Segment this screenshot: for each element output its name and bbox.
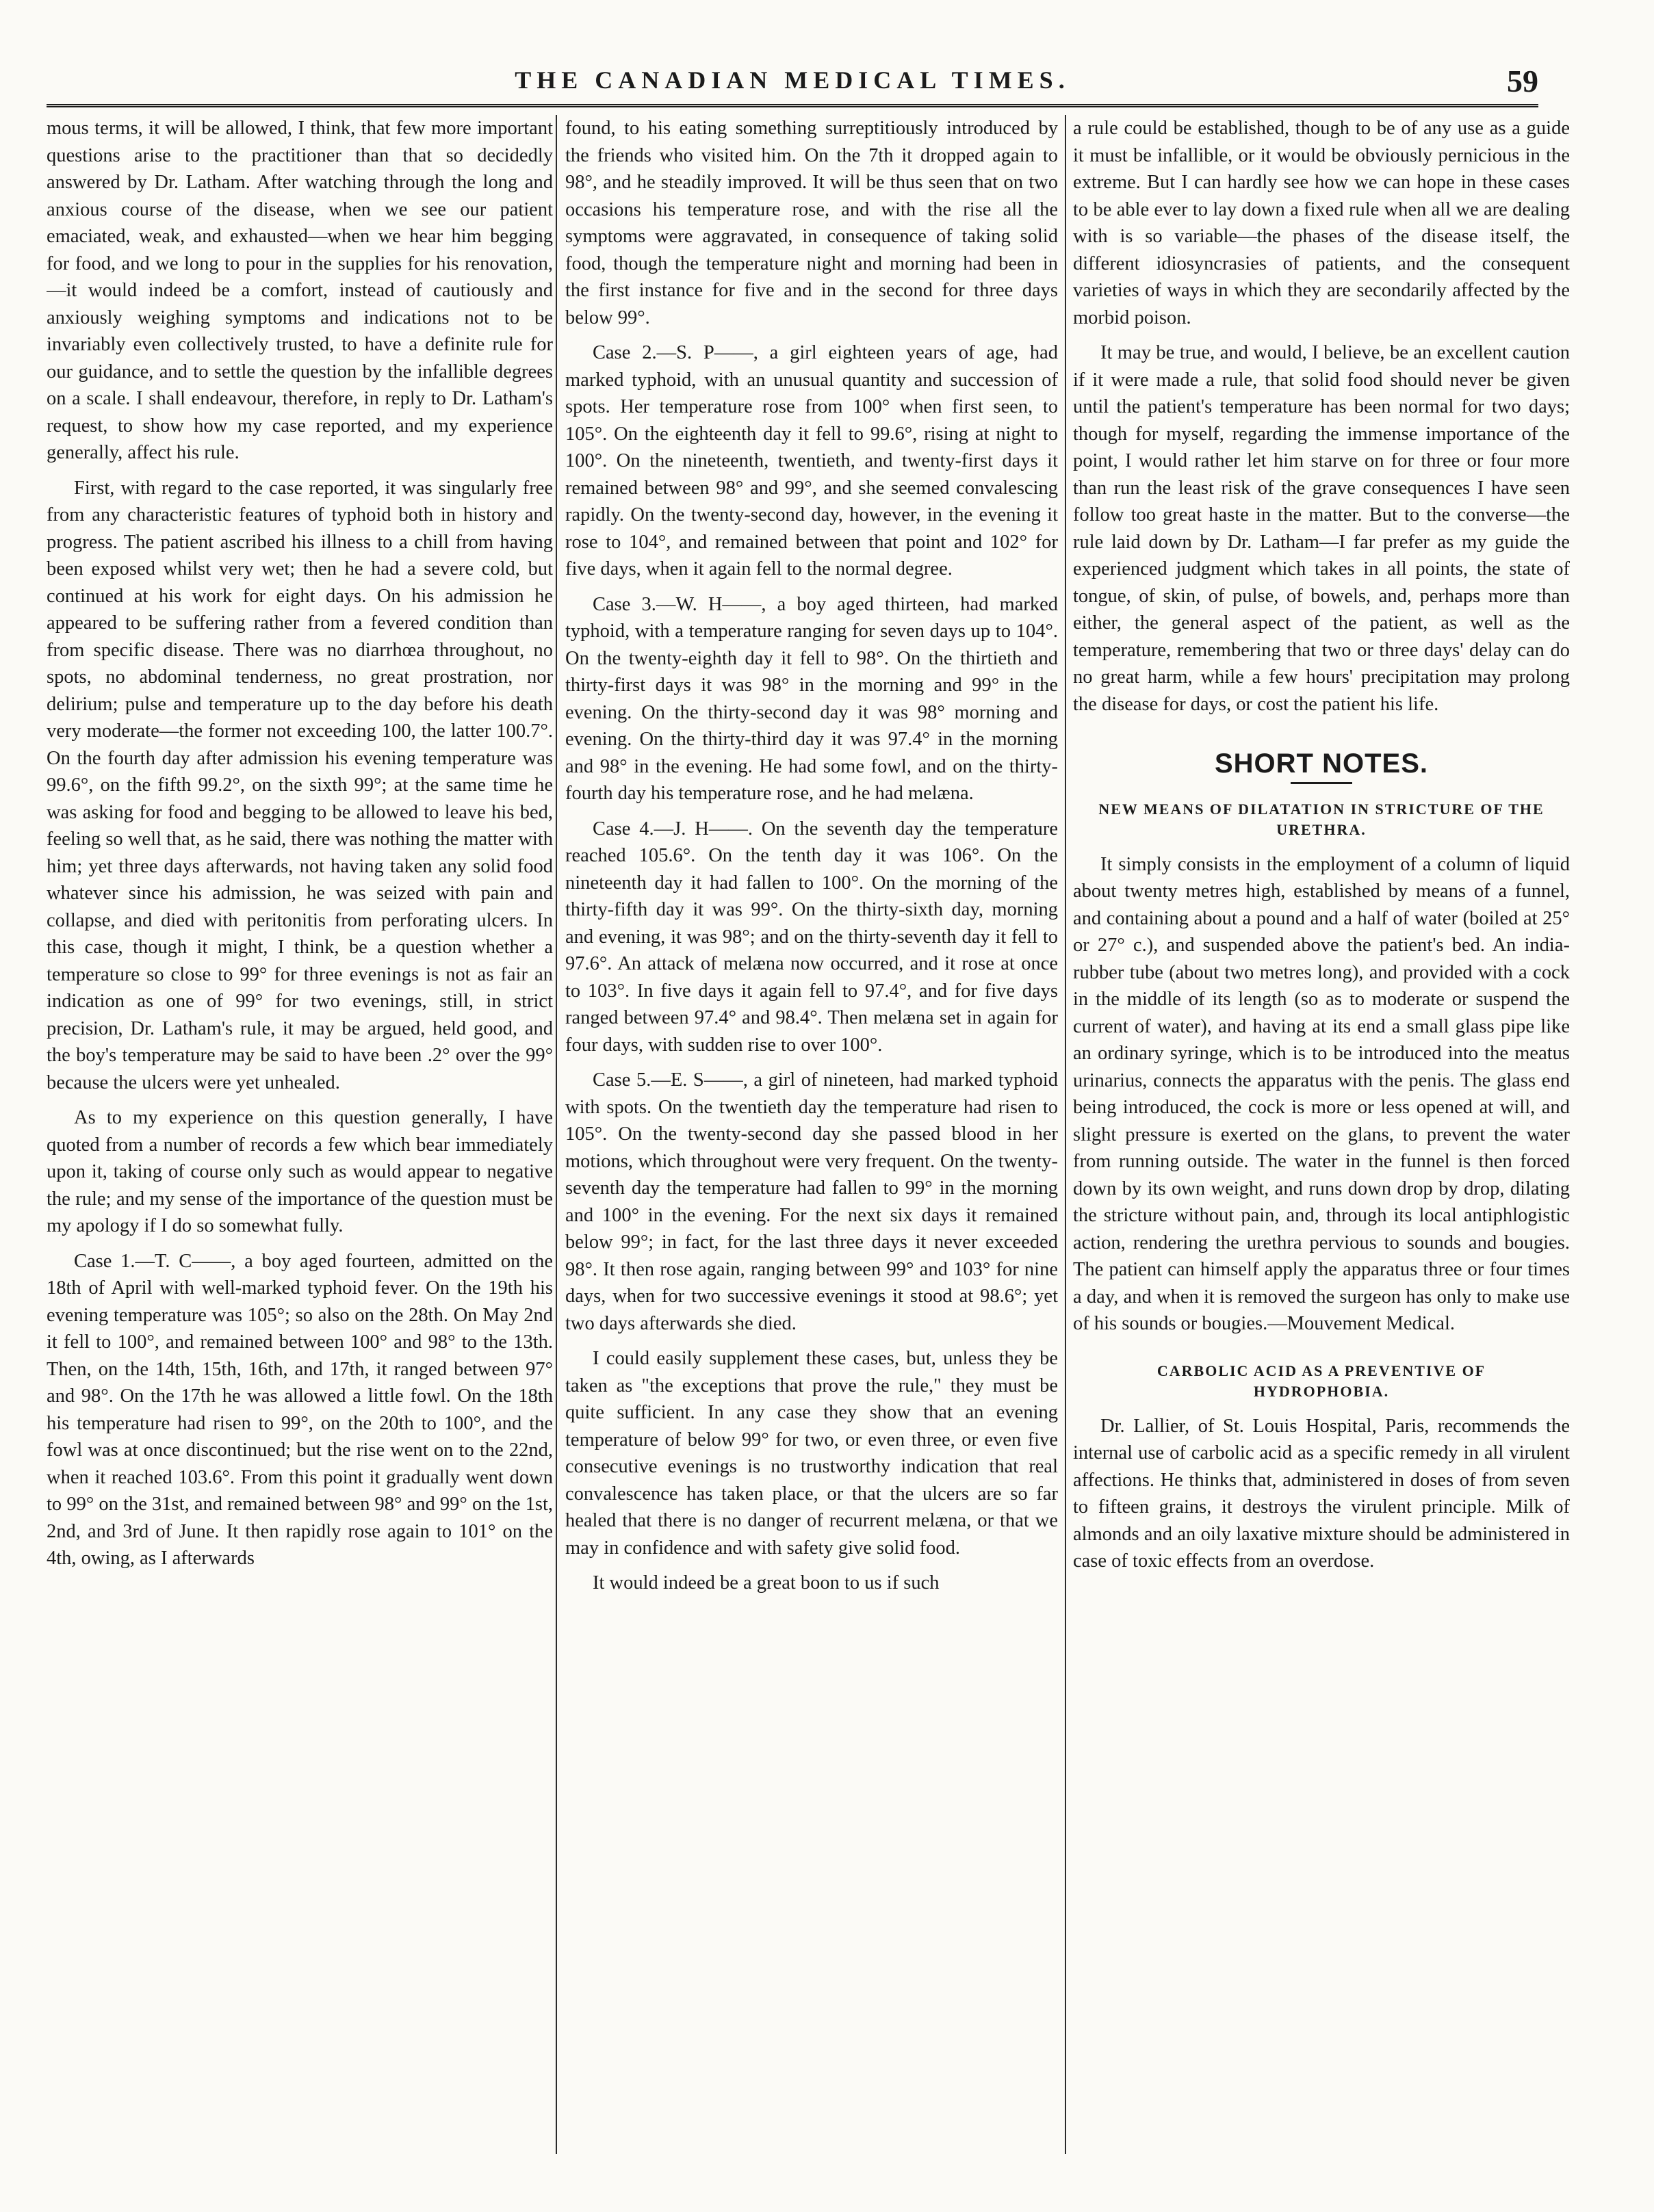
note-heading-carbolic-acid: CARBOLIC ACID AS A PREVENTIVE OF HYDROPHOBIA.	[1156, 1362, 1486, 1400]
column-divider-1	[556, 115, 557, 2154]
paragraph-case-3: Case 3.—W. H——, a boy aged thirteen, had marked typhoid, with a temperature ranging for seven days up to 104°. On the twenty-eighth day it fell to 98°. On the thirtieth and thirty-first days it was 98° in the morning and 99° in the evening. On the thirty-second day it was 98° morning and evening. On the thirty-third day it was 97.4° in the morning and 98° in the evening. He had some fowl, and on the thirty-fourth day his temperature rose, and he had melæna.	[565, 593, 1058, 804]
paragraph: found, to his eating something surreptitiously introduced by the friends who visited him. On the 7th it dropped again to 98°, and he steadily improved. It will be thus seen that on two occasions his temperature rose, and with the rise all the symptoms were aggravated, in consequence of taking solid food, though the temperature night and morning had been in the first instance for five and in the second for three days below 99°.	[565, 118, 1058, 328]
section-divider	[1291, 782, 1352, 784]
note-heading-dilatation: NEW MEANS OF DILATATION IN STRICTURE OF THE URETHRA.	[1098, 800, 1545, 838]
page-number: 59	[1507, 64, 1538, 99]
paragraph-case-5: Case 5.—E. S——, a girl of nineteen, had marked typhoid with spots. On the twentieth day the temperature had risen to 105°. On the twenty-second day she passed blood in her motions, which throughout were very frequent. On the twenty-seventh day the temperature had fallen to 99° in the morning and 100° in the evening. For the next six days it remained below 99°; in fact, for the last three days it never exceeded 98°. It then rose again, ranging between 99° and 103° for nine days, when for two successive evenings it stood at 98.6°; yet two days afterwards she died.	[565, 1069, 1058, 1334]
paragraph: mous terms, it will be allowed, I think, that few more important questions arise to the practitioner than that so decidedly answered by Dr. Latham. After watching through the long and anxious course of the disease, when we see our patient emaciated, weak, and exhausted—when we hear him begging for food, and we long to pour in the supplies for his renovation,—it would indeed be a comfort, instead of cautiously and anxiously weighing symptoms and indications not to be invariably even collectively trusted, to have a definite rule for our guidance, and to settle the question by the infallible degrees on a scale. I shall endeavour, therefore, in reply to Dr. Latham's request, to show how my case reported, and my experience generally, affect his rule.	[47, 118, 553, 463]
column-left	[47, 115, 553, 2154]
column-middle	[565, 115, 1058, 2154]
journal-title: THE CANADIAN MEDICAL TIMES.	[515, 66, 1070, 94]
paragraph-case-1: Case 1.—T. C——, a boy aged fourteen, admitted on the 18th of April with well-marked typhoid fever. On the 19th his evening temperature was 105°; so also on the 28th. On May 2nd it fell to 100°, and remained between 100° and 98° to the 13th. Then, on the 14th, 15th, 16th, and 17th, it ranged between 97° and 98°. On the 17th he was allowed a little fowl. On the 18th his temperature had risen to 99°, on the 20th to 100°, and the fowl was at once discontinued; but the rise went on to the 22nd, when it reached 103.6°. From this point it gradually went down to 99° on the 31st, and remained between 98° and 99° on the 1st, 2nd, and 3rd of June. It then rapidly rose again to 101° on the 4th, owing, as I afterwards	[47, 1250, 553, 1569]
paragraph: I could easily supplement these cases, but, unless they be taken as "the exceptions that prove the rule," they must be quite sufficient. In any case they show that an evening temperature of below 99° for two, or even three, or even five consecutive evenings is no trustworthy indication that real convalescence has taken place, or that the ulcers are so far healed that there is no danger of recurrent melæna, or that we may in confidence and with safety give solid food.	[565, 1348, 1058, 1559]
section-title: SHORT NOTES.	[1214, 749, 1429, 779]
column-right	[1073, 115, 1570, 2154]
paragraph: a rule could be established, though to be of any use as a guide it must be infallible, or it would be obviously pernicious in the extreme. But I can hardly see how we can hope in these cases to be able ever to lay down a fixed rule when all we are dealing with is so variable—the phases of the disease itself, the different idiosyncrasies of patients, and the consequent varieties of ways in which they are secondarily affected by the morbid poison.	[1073, 118, 1570, 328]
paragraph-case-4: Case 4.—J. H——. On the seventh day the temperature reached 105.6°. On the tenth day it was 106°. On the nineteenth day it had fallen to 100°. On the morning of the thirty-fifth day it was 99°. On the thirty-sixth day, morning and evening, it was 98°; and on the thirty-seventh day it fell to 97.6°. An attack of melæna now occurred, and it rose at once to 103°. In five days it again fell to 97.4°, and for five days ranged between 97.4° and 98.4°. Then melæna set in again for four days, with sudden rise to over 100°.	[565, 818, 1058, 1056]
paragraph: It may be true, and would, I believe, be an excellent caution if it were made a rule, that solid food should never be given until the patient's temperature has been normal for two days; though for myself, regarding the immense importance of the point, I would rather let him starve on for three or four more than run the least risk of the grave consequences I have seen follow too great haste in the matter. But to the converse—the rule laid down by Dr. Latham—I far prefer as my guide the experienced judgment which takes in all points, the state of tongue, of skin, of pulse, of bowels, and, perhaps more than either, the general aspect of the patient, as well as the temperature, remembering that two or three days' delay can do no great harm, while a few hours' precipitation may prolong the disease for days, or cost the patient his life.	[1073, 342, 1570, 715]
note-text-carbolic-acid: Dr. Lallier, of St. Louis Hospital, Paris, recommends the internal use of carbolic acid as a specific remedy in all virulent affections. He thinks that, administered in doses of from seven to fifteen grains, it destroys the virulent principle. Milk of almonds and an oily laxative mixture should be administered in case of toxic effects from an overdose.	[1073, 1415, 1570, 1572]
column-divider-2	[1065, 115, 1066, 2154]
paragraph: As to my experience on this question generally, I have quoted from a number of records a few which bear immediately upon it, taking of course only such as would appear to negative the rule; and my sense of the importance of the question must be my apology if I do so somewhat fully.	[47, 1107, 553, 1236]
paragraph: First, with regard to the case reported, it was singularly free from any characteristic features of typhoid both in history and progress. The patient ascribed his illness to a chill from having been exposed whilst very wet; then he had a severe cold, but continued at his work for eight days. On his admission he appeared to be suffering rather from a fevered condition than from specific disease. There was no diarrhœa throughout, no spots, no abdominal tenderness, no great prostration, nor delirium; pulse and temperature up to the day before his death very moderate—the former not exceeding 100, the latter 100.7°. On the fourth day after admission his evening temperature was 99.6°, on the fifth 99.2°, on the sixth 99°; at the same time he was asking for food and begging to be allowed to leave his bed, feeling so well that, as he said, there was nothing the matter with him; yet three days afterwards, not having taken any solid food whatever since his admission, he was seized with pain and collapse, and died with peritonitis from perforating ulcers. In this case, though it might, I think, be a question whether a temperature so close to 99° for three evenings is not as fair an indication as one of 99° for two evenings, still, in strict precision, Dr. Latham's rule, it may be argued, held good, and the boy's temperature may be said to have been .2° over the 99° because the ulcers were yet unhealed.	[47, 477, 553, 1093]
paragraph: It would indeed be a great boon to us if such	[593, 1572, 940, 1593]
running-head	[47, 66, 1538, 107]
paragraph-case-2: Case 2.—S. P——, a girl eighteen years of age, had marked typhoid, with an unusual quantity and succession of spots. Her temperature rose from 100° when first seen, to 105°. On the eighteenth day it fell to 99.6°, rising at night to 100°. On the nineteenth, twentieth, and twenty-first days it remained between 98° and 99°, and she seemed convalescing rapidly. On the twenty-second day, however, in the evening it rose to 104°, and remained between that point and 102° for five days, when it again fell to the normal degree.	[565, 342, 1058, 580]
note-text-dilatation: It simply consists in the employment of a column of liquid about twenty metres high, established by means of a funnel, and containing about a pound and a half of water (boiled at 25° or 27° c.), and suspended above the patient's bed. An india-rubber tube (about two metres long), and provided with a cock in the middle of its length (so as to moderate or suspend the current of water), and having at its end a small glass pipe like an ordinary syringe, which is to be introduced into the meatus urinarius, connects the apparatus with the penis. The glass end being introduced, the cock is more or less opened at will, and slight pressure is exerted on the glans, to prevent the water from running outside. The water in the funnel is then forced down by its own weight, and runs down drop by drop, dilating the stricture without pain, and, through its local antiphlogistic action, rendering the urethra pervious to sounds and bougies. The patient can himself apply the apparatus three or four times a day, and when it is removed the surgeon has only to make use of his sounds or bougies.—Mouvement Medical.	[1073, 853, 1570, 1334]
